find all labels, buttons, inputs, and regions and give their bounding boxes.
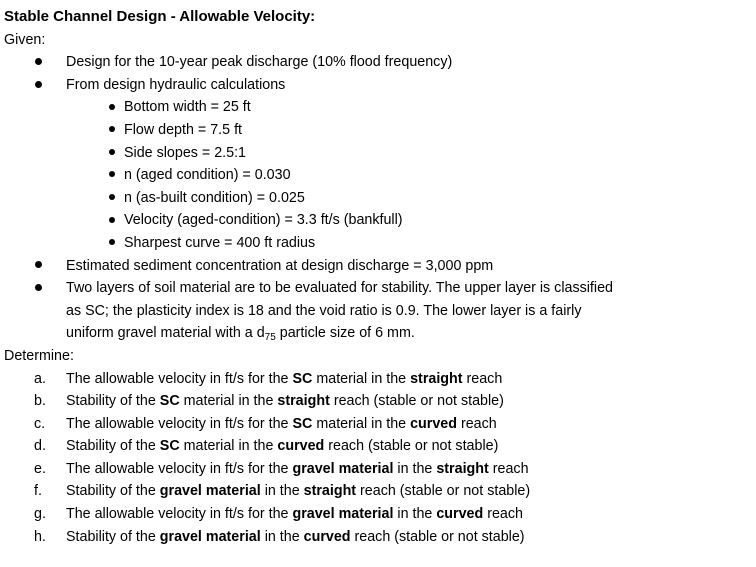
item-text: reach: [488, 460, 529, 477]
item-bold: gravel material: [292, 506, 394, 523]
item-letter: e.: [34, 460, 46, 477]
bullet-icon: [109, 96, 115, 119]
given-item-continuation: [4, 300, 756, 323]
given-sub-item-text: Side slopes = 2.5:1: [124, 144, 247, 161]
given-item-text: Design for the 10-year peak discharge (10% flood frequency): [66, 54, 453, 71]
item-bold: SC: [159, 393, 180, 410]
bullet-icon: [109, 209, 115, 232]
item-bold: curved: [303, 528, 351, 545]
item-text: reach: [457, 415, 497, 432]
bullet-icon: [35, 277, 42, 300]
item-text: Stability of the: [66, 483, 160, 500]
item-text: reach (stable or not stable): [329, 393, 504, 410]
given-item: [4, 255, 756, 278]
given-sub-item-text: n (as-built condition) = 0.025: [124, 189, 305, 206]
determine-heading: Determine:: [4, 347, 74, 364]
given-sub-item-text: n (aged condition) = 0.030: [124, 167, 291, 184]
given-item-continuation: [4, 322, 756, 345]
item-bold: straight: [410, 370, 463, 387]
item-text: reach (stable or not stable): [356, 483, 531, 500]
item-bold: SC: [292, 415, 313, 432]
given-item: [4, 74, 756, 97]
item-bold: curved: [410, 415, 457, 432]
item-text: material in the: [312, 370, 411, 387]
bullet-icon: [109, 119, 115, 142]
given-item-text: Estimated sediment concentration at design discharge = 3,000 ppm: [66, 257, 494, 274]
item-text: The allowable velocity in ft/s for the: [66, 370, 293, 387]
given-sub-item: [4, 96, 756, 119]
item-letter: f.: [34, 483, 42, 500]
determine-item: [4, 390, 756, 413]
item-text: reach: [462, 370, 503, 387]
item-bold: straight: [277, 393, 330, 410]
bullet-icon: [109, 232, 115, 255]
item-letter: h.: [34, 528, 46, 545]
item-letter: c.: [34, 415, 46, 432]
given-item: [4, 277, 756, 300]
bullet-icon: [35, 51, 42, 74]
bullet-icon: [109, 142, 115, 165]
item-text: reach (stable or not stable): [324, 438, 499, 455]
item-bold: gravel material: [292, 460, 394, 477]
item-letter: a.: [34, 370, 46, 387]
item-letter: b.: [34, 393, 46, 410]
given-item-text: particle size of 6 mm.: [275, 325, 415, 342]
determine-item: [4, 413, 756, 436]
item-bold: straight: [436, 460, 489, 477]
bullet-icon: [109, 187, 115, 210]
item-text: reach (stable or not stable): [350, 528, 525, 545]
item-text: The allowable velocity in ft/s for the: [66, 415, 293, 432]
item-bold: SC: [159, 438, 180, 455]
given-item-text: Two layers of soil material are to be evaluated for stability. The upper layer is classified: [66, 280, 613, 297]
determine-item: [4, 435, 756, 458]
subscript-75: 75: [264, 332, 276, 344]
given-sub-item: [4, 209, 756, 232]
item-bold: gravel material: [159, 528, 261, 545]
item-text: in the: [260, 528, 304, 545]
item-text: The allowable velocity in ft/s for the: [66, 506, 293, 523]
item-bold: straight: [303, 483, 357, 500]
given-item-text: From design hydraulic calculations: [66, 76, 286, 93]
item-text: The allowable velocity in ft/s for the: [66, 460, 293, 477]
item-bold: curved: [277, 438, 325, 455]
given-sub-item: [4, 119, 756, 142]
given-item-text: as SC; the plasticity index is 18 and the void ratio is 0.9. The lower layer is a fairly: [66, 302, 582, 319]
item-text: Stability of the: [66, 528, 160, 545]
item-text: material in the: [179, 393, 278, 410]
item-bold: gravel material: [159, 483, 261, 500]
item-text: Stability of the: [66, 438, 160, 455]
given-sub-item-text: Flow depth = 7.5 ft: [124, 121, 243, 138]
given-sub-item: [4, 187, 756, 210]
item-text: reach: [483, 506, 523, 523]
determine-item: [4, 480, 756, 503]
given-sub-item-text: Velocity (aged-condition) = 3.3 ft/s (bankfull): [124, 212, 403, 229]
given-sub-item-text: Sharpest curve = 400 ft radius: [124, 234, 316, 251]
item-bold: curved: [436, 506, 484, 523]
given-item: [4, 51, 756, 74]
given-sub-item-text: Bottom width = 25 ft: [124, 99, 251, 116]
bullet-icon: [35, 255, 42, 278]
item-text: Stability of the: [66, 393, 160, 410]
given-heading: Given:: [4, 31, 46, 48]
page-title: Stable Channel Design - Allowable Velocity:: [4, 8, 316, 25]
item-letter: g.: [34, 506, 46, 523]
determine-item: [4, 458, 756, 481]
given-sub-item: [4, 232, 756, 255]
item-text: in the: [260, 483, 304, 500]
determine-item: [4, 526, 756, 549]
determine-item: [4, 503, 756, 526]
item-text: in the: [393, 460, 437, 477]
bullet-icon: [109, 164, 115, 187]
item-text: material in the: [179, 438, 278, 455]
given-sub-item: [4, 164, 756, 187]
item-text: material in the: [312, 415, 411, 432]
given-sub-item: [4, 142, 756, 165]
item-letter: d.: [34, 438, 46, 455]
item-bold: SC: [292, 370, 313, 387]
bullet-icon: [35, 74, 42, 97]
determine-item: [4, 368, 756, 391]
given-item-text: uniform gravel material with a d: [66, 325, 265, 342]
item-text: in the: [393, 506, 437, 523]
